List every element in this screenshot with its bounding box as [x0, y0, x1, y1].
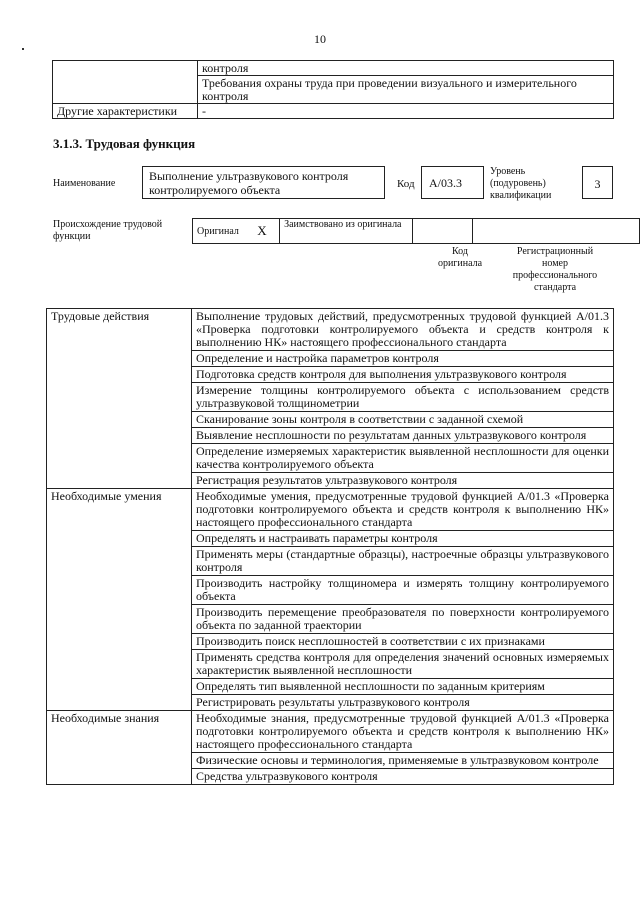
item-cell: Физические основы и терминология, применяемые в ультразвуковом контроле: [192, 753, 614, 769]
item-cell: Средства ультразвукового контроля: [192, 769, 614, 785]
item-cell: Измерение толщины контролируемого объекта с использованием средств ультразвуковой толщинометрии: [192, 383, 614, 412]
table-row: [53, 61, 614, 76]
table-cell-value: Требования охраны труда при проведении визуального и измерительного контроля: [198, 76, 614, 104]
item-cell: Производить перемещение преобразователя по поверхности контролируемого объекта по заданной траектории: [192, 605, 614, 634]
item-cell: Подготовка средств контроля для выполнения ультразвукового контроля: [192, 367, 614, 383]
table-cell-label: [53, 61, 198, 104]
borrowed-label: Заимствовано из оригинала: [280, 219, 413, 244]
reg-number-cell: [472, 219, 639, 244]
table-row: [53, 104, 614, 119]
table-row: [47, 489, 614, 531]
table-row: [193, 219, 640, 244]
level-label: Уровень (подуровень) квалификации: [490, 166, 552, 201]
name-label: Наименование: [53, 178, 116, 189]
code-caption: Код оригинала: [437, 246, 483, 269]
scan-speck: [22, 48, 24, 50]
item-cell: Необходимые умения, предусмотренные трудовой функцией A/01.3 «Проверка подготовки контролируемого объекта и средств контроля к выполнению НК» настоящего профессионального стандарта: [192, 489, 614, 531]
table-row: [47, 711, 614, 753]
origin-label: Происхождение трудовой функции: [53, 219, 163, 242]
table-cell-value: контроля: [198, 61, 614, 76]
item-cell: Применять средства контроля для определения значений основных измеряемых характеристик выявленной несплошности: [192, 650, 614, 679]
original-label: Оригинал: [193, 219, 245, 244]
page-number: 10: [314, 32, 326, 46]
table-cell-label: Другие характеристики: [53, 104, 198, 119]
level-box: 3: [582, 166, 613, 199]
category-cell: Необходимые умения: [47, 489, 192, 711]
section-heading: 3.1.3. Трудовая функция: [53, 136, 196, 151]
item-cell: Сканирование зоны контроля в соответствии с заданной схемой: [192, 412, 614, 428]
continuation-table: [52, 60, 614, 119]
item-cell: Производить поиск несплошностей в соответствии с их признаками: [192, 634, 614, 650]
item-cell: Необходимые знания, предусмотренные трудовой функцией A/01.3 «Проверка подготовки контролируемого объекта и средств контроля к выполнению НК» настоящего профессионального стандарта: [192, 711, 614, 753]
function-table: [46, 308, 614, 785]
reg-caption: Регистрационный номер профессионального стандарта: [512, 246, 598, 293]
item-cell: Определять тип выявленной несплошности по заданным критериям: [192, 679, 614, 695]
original-mark: X: [245, 219, 280, 244]
item-cell: Применять меры (стандартные образцы), настроечные образцы ультразвукового контроля: [192, 547, 614, 576]
original-code-cell: [412, 219, 472, 244]
origin-table: [192, 218, 640, 244]
item-cell: Регистрировать результаты ультразвукового контроля: [192, 695, 614, 711]
table-row: [47, 309, 614, 351]
table-cell-value: -: [198, 104, 614, 119]
category-cell: Трудовые действия: [47, 309, 192, 489]
item-cell: Выявление несплошности по результатам данных ультразвукового контроля: [192, 428, 614, 444]
item-cell: Производить настройку толщиномера и измерять толщину контролируемого объекта: [192, 576, 614, 605]
function-name-box: Выполнение ультразвукового контроля контролируемого объекта: [142, 166, 385, 199]
item-cell: Регистрация результатов ультразвукового контроля: [192, 473, 614, 489]
item-cell: Выполнение трудовых действий, предусмотренных трудовой функцией A/01.3 «Проверка подготовки контролируемого объекта и средств контроля к выполнению НК» настоящего профессионального стандарта: [192, 309, 614, 351]
category-cell: Необходимые знания: [47, 711, 192, 785]
code-box: A/03.3: [421, 166, 484, 199]
code-label: Код: [397, 178, 415, 190]
item-cell: Определение измеряемых характеристик выявленной несплошности для оценки качества контролируемого объекта: [192, 444, 614, 473]
item-cell: Определение и настройка параметров контроля: [192, 351, 614, 367]
item-cell: Определять и настраивать параметры контроля: [192, 531, 614, 547]
